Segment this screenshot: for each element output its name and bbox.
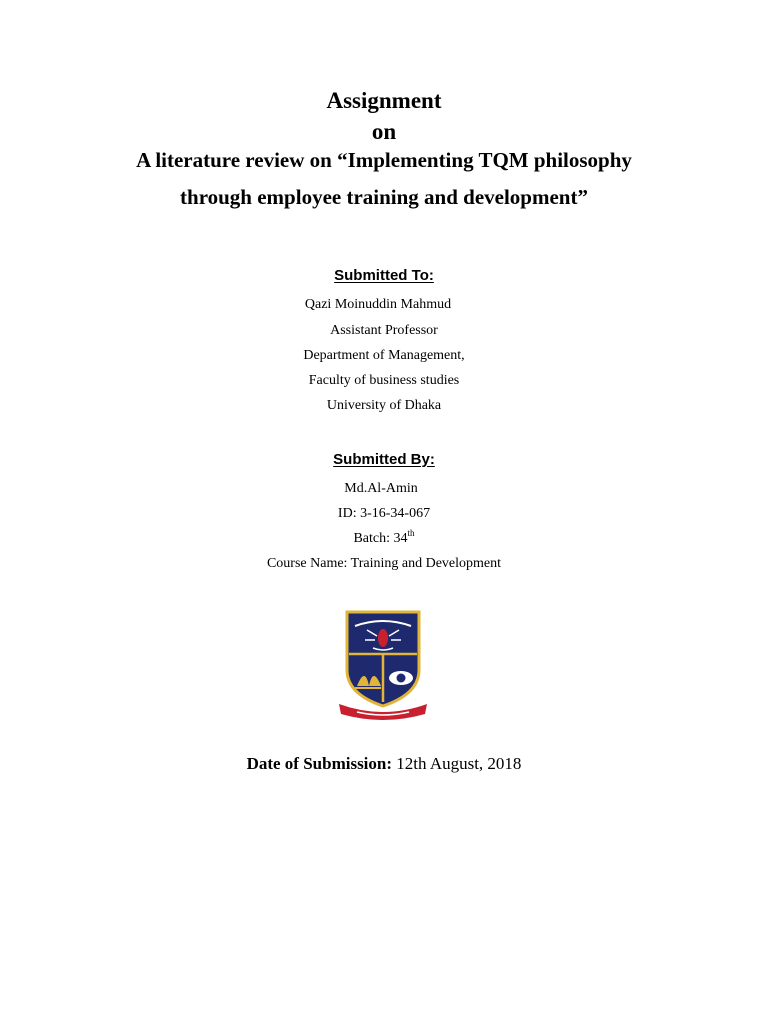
- assignment-title: Assignment: [326, 88, 442, 113]
- course-name: Course Name: Training and Development: [266, 556, 502, 571]
- submitted-to-heading: Submitted To:: [334, 267, 434, 284]
- submitted-by-heading: Submitted By:: [333, 451, 435, 468]
- supervisor-university: University of Dhaka: [326, 398, 442, 413]
- supervisor-faculty: Faculty of business studies: [308, 373, 460, 388]
- student-id: ID: 3-16-34-067: [337, 506, 431, 521]
- supervisor-designation: Assistant Professor: [330, 323, 438, 338]
- supervisor-department: Department of Management,: [303, 348, 465, 363]
- student-batch: [0, 528, 768, 547]
- topic-line-1: A literature review on “Implementing TQM philosophy: [136, 148, 632, 172]
- topic-line-2: through employee training and development”: [180, 185, 588, 209]
- submission-date-value: 12th August, 2018: [392, 754, 522, 773]
- student-name: Md.Al-Amin: [344, 481, 418, 496]
- university-of-dhaka-crest-icon: [335, 608, 431, 720]
- batch-number: Batch: 34: [353, 531, 408, 546]
- supervisor-name: Qazi Moinuddin Mahmud: [304, 297, 452, 312]
- submission-date-label: Date of Submission:: [246, 754, 393, 773]
- batch-suffix: th: [407, 528, 415, 538]
- submission-date: [0, 754, 768, 774]
- assignment-title-on: on: [371, 119, 397, 144]
